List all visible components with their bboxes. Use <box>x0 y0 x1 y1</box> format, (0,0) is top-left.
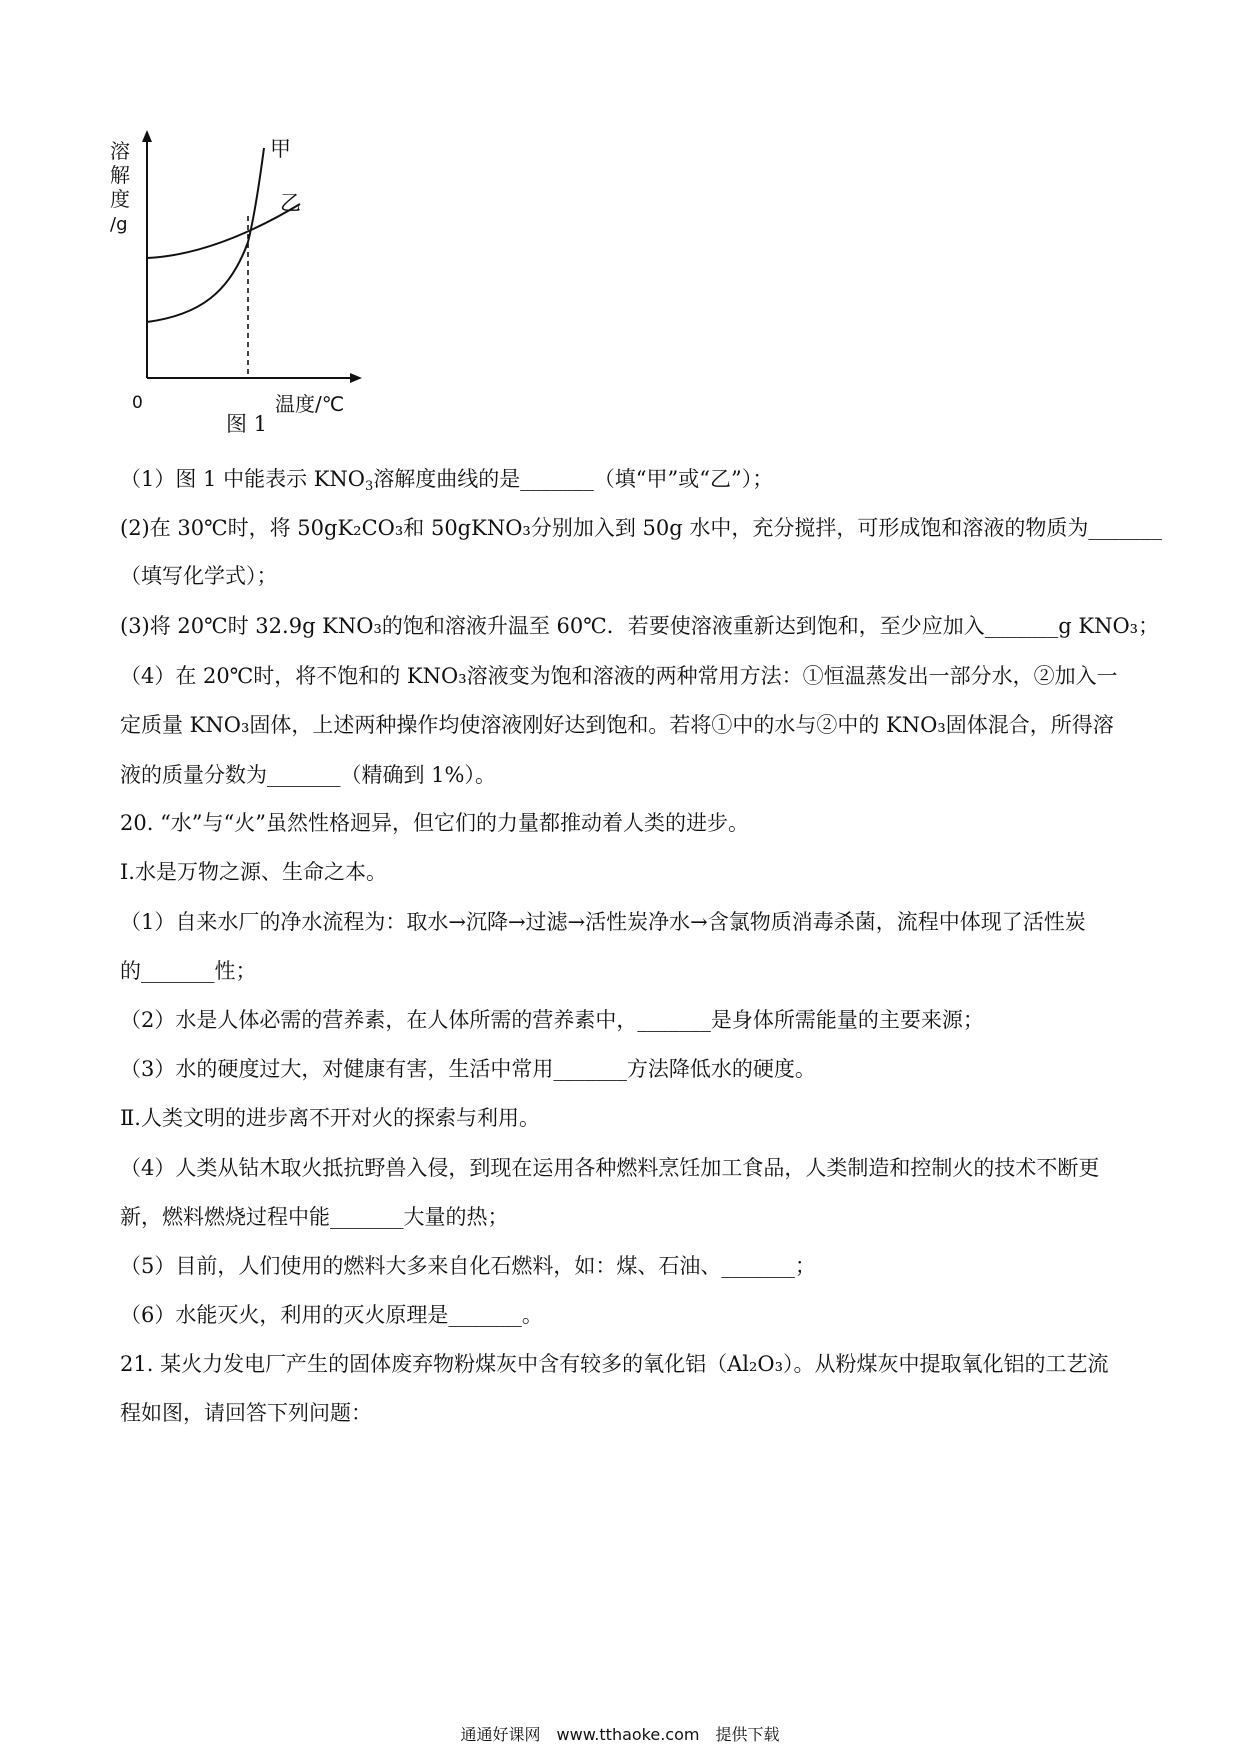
q20-q2: （2）水是人体必需的营养素，在人体所需的营养素中，_______是身体所需能量的主要来源； <box>120 1008 984 1032</box>
curve-jia-label: 甲 <box>270 137 291 161</box>
x-axis-label: 温度/℃ <box>275 392 345 416</box>
curve-yi-label: 乙 <box>280 191 301 215</box>
q19-part1-subscript: 3 <box>365 479 374 494</box>
q20-q5: （5）目前，人们使用的燃料大多来自化石燃料，如：煤、石油、_______； <box>120 1254 816 1278</box>
y-label-unit: /g <box>110 214 128 235</box>
q19-part3: (3)将 20℃时 32.9g KNO₃的饱和溶液升温至 60℃．若要使溶液重新达到饱和，至少应加入_______g KNO₃； <box>120 614 1160 638</box>
q19-part2-line2: （填写化学式）； <box>120 564 278 588</box>
q21-line2: 程如图，请回答下列问题： <box>120 1401 372 1425</box>
solubility-curve-svg <box>110 130 400 450</box>
q20-part1-heading: Ⅰ.水是万物之源、生命之本。 <box>120 860 387 884</box>
y-label-char-3: 度 <box>110 187 130 211</box>
y-axis-arrow <box>142 130 152 142</box>
q20-q3: （3）水的硬度过大，对健康有害，生活中常用_______方法降低水的硬度。 <box>120 1057 816 1081</box>
q20-part2-heading: Ⅱ.人类文明的进步离不开对火的探索与利用。 <box>120 1106 540 1130</box>
q20-q1-line2: 的_______性； <box>120 959 257 983</box>
page-footer: 通通好课网 www.tthaoke.com 提供下载 <box>460 1725 780 1744</box>
q20-q6: （6）水能灭火，利用的灭火原理是_______。 <box>120 1303 543 1327</box>
q19-part1-b: 溶解度曲线的是_______（填“甲”或“乙”）； <box>373 467 774 491</box>
solubility-curve-figure <box>110 130 400 450</box>
q19-part2-line1: (2)在 30℃时，将 50gK₂CO₃和 50gKNO₃分别加入到 50g 水中，充分搅拌，可形成饱和溶液的物质为_______ <box>120 516 1162 540</box>
q20-intro: 20. “水”与“火”虽然性格迥异，但它们的力量都推动着人类的进步。 <box>120 811 750 835</box>
q19-part4-line2: 定质量 KNO₃固体，上述两种操作均使溶液刚好达到饱和。若将①中的水与②中的 KNO₃固体混合，所得溶 <box>120 713 1114 737</box>
y-label-char-1: 溶 <box>110 139 130 163</box>
q19-part1 <box>120 464 1135 502</box>
q20-q4-line2: 新，燃料燃烧过程中能_______大量的热； <box>120 1205 509 1229</box>
q21-line1: 21. 某火力发电厂产生的固体废弃物粉煤灰中含有较多的氧化铝（Al₂O₃）。从粉煤灰中提取氧化铝的工艺流 <box>120 1352 1109 1376</box>
q19-part4-line3: 液的质量分数为_______（精确到 1%）。 <box>120 763 496 787</box>
curve-yi <box>147 204 300 258</box>
curve-jia <box>147 148 264 322</box>
q19-part4-line1: （4）在 20℃时，将不饱和的 KNO₃溶液变为饱和溶液的两种常用方法：①恒温蒸发出一部分水，②加入一 <box>120 664 1118 688</box>
y-label-char-2: 解 <box>110 163 130 187</box>
origin-label: 0 <box>132 393 143 413</box>
q20-q1-line1: （1）自来水厂的净水流程为：取水→沉降→过滤→活性炭净水→含氯物质消毒杀菌，流程中体现了活性炭 <box>120 910 1086 934</box>
x-axis-arrow <box>350 373 362 383</box>
figure-caption: 图 1 <box>226 412 268 436</box>
q19-part1-a: （1）图 1 中能表示 KNO <box>120 467 366 491</box>
q20-q4-line1: （4）人类从钻木取火抵抗野兽入侵，到现在运用各种燃料烹饪加工食品，人类制造和控制火的技术不断更 <box>120 1156 1100 1180</box>
